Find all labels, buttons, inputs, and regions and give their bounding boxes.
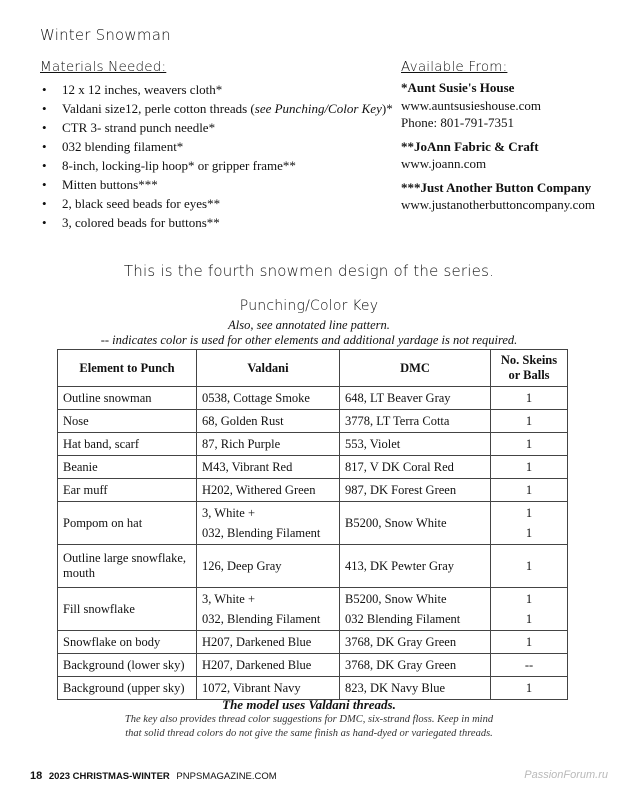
cell-valdani: H202, Withered Green [197, 479, 340, 502]
table-row [58, 588, 568, 631]
table-row [58, 479, 568, 502]
vendor-phone: Phone: 801-791-7351 [401, 115, 515, 130]
list-item: • 3, colored beads for buttons** [40, 213, 393, 232]
cell-valdani: 1072, Vibrant Navy [197, 677, 340, 700]
cell-valdani: 68, Golden Rust [197, 410, 340, 433]
page-title: Winter Snowman [40, 26, 171, 44]
header-dmc: DMC [340, 350, 491, 387]
cell-dmc: 3768, DK Gray Green [340, 631, 491, 654]
cell-dmc: B5200, Snow White [340, 502, 491, 545]
table-row [58, 502, 568, 545]
cell-qty: 1 [491, 677, 568, 700]
page-footer [30, 770, 277, 782]
cell-qty: 1 [491, 387, 568, 410]
list-item: • 8-inch, locking-lip hoop* or gripper frame** [40, 156, 393, 175]
vendor-name: **JoAnn Fabric & Craft [401, 138, 539, 154]
cell-dmc: B5200, Snow White 032 Blending Filament [340, 588, 491, 631]
cell-valdani: H207, Darkened Blue [197, 631, 340, 654]
cell-qty: 1 [491, 456, 568, 479]
table-row [58, 410, 568, 433]
cell-qty: 1 [491, 479, 568, 502]
table-row [58, 433, 568, 456]
list-item: • 12 x 12 inches, weavers cloth* [40, 80, 393, 99]
available-heading: Available From: [401, 59, 508, 75]
watermark: PassionForum.ru [524, 769, 608, 781]
cell-element: Fill snowflake [58, 588, 197, 631]
cell-dmc: 817, V DK Coral Red [340, 456, 491, 479]
cell-qty: 1 [491, 631, 568, 654]
cell-valdani: 3, White + 032, Blending Filament [197, 502, 340, 545]
key-legend-note: -- indicates color is used for other elements and additional yardage is not required. [100, 333, 518, 347]
key-heading: Punching/Color Key [239, 298, 379, 314]
cell-qty: 1 [491, 410, 568, 433]
list-item: • Valdani size12, perle cotton threads (see Punching/Color Key)* [40, 99, 393, 118]
table-row [58, 654, 568, 677]
cell-element: Outline large snowflake, mouth [58, 545, 197, 588]
vendor-url[interactable]: www.auntsusieshouse.com [401, 97, 541, 113]
cell-qty: 1 [491, 545, 568, 588]
issue-label: 2023 CHRISTMAS-WINTER [48, 771, 170, 782]
header-qty: No. Skeins or Balls [491, 350, 568, 387]
vendor-name: ***Just Another Button Company [401, 179, 592, 195]
color-key-table [57, 349, 568, 700]
list-item: • 032 blending filament* [40, 137, 393, 156]
header-valdani: Valdani [197, 350, 340, 387]
table-row [58, 545, 568, 588]
vendor-list [401, 79, 595, 220]
cell-qty: 1 1 [491, 588, 568, 631]
vendor-joann [401, 138, 595, 173]
cell-dmc: 987, DK Forest Green [340, 479, 491, 502]
key-footnote: The key also provides thread color suggestions for DMC, six-strand floss. Keep in mind [124, 714, 494, 725]
model-note: The model uses Valdani threads. [222, 697, 396, 712]
key-subtitle: Also, see annotated line pattern. [228, 318, 390, 332]
cell-dmc: 823, DK Navy Blue [340, 677, 491, 700]
cell-valdani: M43, Vibrant Red [197, 456, 340, 479]
vendor-just-another-button [401, 179, 595, 214]
key-footnote: that solid thread colors do not give the same finish as hand-dyed or variegated threads. [125, 728, 493, 739]
cell-valdani: 0538, Cottage Smoke [197, 387, 340, 410]
vendor-aunt-susies [401, 79, 595, 132]
cell-valdani: 87, Rich Purple [197, 433, 340, 456]
cell-element: Nose [58, 410, 197, 433]
cell-element: Background (lower sky) [58, 654, 197, 677]
cell-element: Ear muff [58, 479, 197, 502]
site-name: PNPSMAGAZINE.COM [176, 771, 277, 782]
vendor-name: *Aunt Susie's House [401, 80, 515, 95]
table-row [58, 456, 568, 479]
cell-dmc: 3768, DK Gray Green [340, 654, 491, 677]
cell-valdani: H207, Darkened Blue [197, 654, 340, 677]
cell-element: Pompom on hat [58, 502, 197, 545]
cell-element: Outline snowman [58, 387, 197, 410]
page-number: 18 [30, 770, 43, 782]
cell-element: Beanie [58, 456, 197, 479]
materials-list [40, 80, 393, 232]
table-header-row [58, 350, 568, 387]
cell-qty: -- [491, 654, 568, 677]
cell-dmc: 648, LT Beaver Gray [340, 387, 491, 410]
header-element: Element to Punch [58, 350, 197, 387]
cell-dmc: 3778, LT Terra Cotta [340, 410, 491, 433]
cell-valdani: 3, White + 032, Blending Filament [197, 588, 340, 631]
list-item: • CTR 3- strand punch needle* [40, 118, 393, 137]
vendor-url[interactable]: www.justanotherbuttoncompany.com [401, 197, 595, 212]
series-note: This is the fourth snowmen design of the series. [123, 262, 495, 280]
list-item: • 2, black seed beads for eyes** [40, 194, 393, 213]
cell-element: Hat band, scarf [58, 433, 197, 456]
materials-heading: Materials Needed: [40, 59, 167, 75]
list-item: • Mitten buttons*** [40, 175, 393, 194]
vendor-url[interactable]: www.joann.com [401, 156, 487, 171]
table-row [58, 387, 568, 410]
cell-element: Background (upper sky) [58, 677, 197, 700]
cell-qty: 1 1 [491, 502, 568, 545]
cell-qty: 1 [491, 433, 568, 456]
cell-valdani: 126, Deep Gray [197, 545, 340, 588]
cell-dmc: 413, DK Pewter Gray [340, 545, 491, 588]
cell-dmc: 553, Violet [340, 433, 491, 456]
table-row [58, 631, 568, 654]
cell-element: Snowflake on body [58, 631, 197, 654]
